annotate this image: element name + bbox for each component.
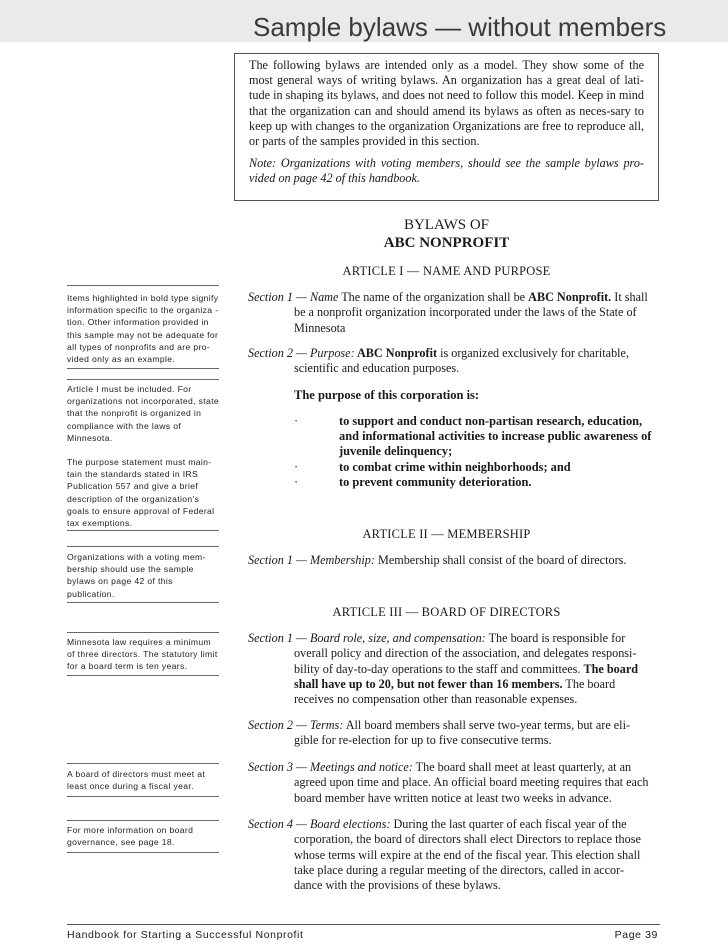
section-label: Section 1 — Membership: [248,553,375,567]
article-1-title: ARTICLE I — NAME AND PURPOSE [342,264,551,278]
list-item: · to combat crime within neighborhoods; and [294,459,571,474]
intro-note: Note: Organizations with voting members, should see the sample bylaws pro-vided on page 42 of this handbook. [249,156,644,186]
article-1-section-2: Section 2 — Purpose: ABC Nonprofit is organized exclusively for charitable, scientific and education purposes. [248,346,630,376]
section-label: Section 4 — Board elections: [248,817,391,831]
purpose-heading: The purpose of this corporation is: [294,388,480,402]
sidebar-note-minimum: Minnesota law requires a minimum of three directors. The statutory limit for a board term is ten years. [67,637,218,672]
sidebar-note-purpose: The purpose statement must main-tain the standards stated in IRS Publication 557 and give a brief description of the organization's goals to ensure approval of Federal tax exemptions. [67,457,215,529]
sidebar-rule [67,820,219,821]
sidebar-rule [67,632,219,633]
bullet: · [294,414,299,428]
sidebar-rule [67,852,219,853]
sidebar-rule [67,546,219,547]
sidebar-rule [67,379,219,380]
bylaws-heading: BYLAWS OF [403,217,490,233]
sidebar-note-meetings: A board of directors must meet at least once during a fiscal year. [67,769,206,792]
sidebar-note-governance: For more information on board governance, see page 18. [67,825,194,848]
article-3-section-4: Section 4 — Board elections: During the last quarter of each fiscal year of the corporation, the board of directors shall elect Directors to replace those whose terms will expire at the end of the fiscal year. This election shall take place during a regular meeting of the directors, called in accor-dance with the provisions of these bylaws. [248,817,641,893]
sidebar-note-voting: Organizations with a voting mem-bership should use the sample bylaws on page 42 of this publication. [67,552,206,599]
article-3-section-1: Section 1 — Board role, size, and compensation: The board is responsible for overall policy and direction of the association, and delegates responsi-bility of day-to-day operations to the staff and committees. The board shall have up to 20, but not fewer than 16 members. The board receives no compensation other than reasonable expenses. [248,631,639,707]
page-title: Sample bylaws — without members [253,12,667,42]
section-label: Section 1 — Name [248,290,339,304]
org-name-heading: ABC NONPROFIT [383,235,510,251]
sidebar-rule [67,368,219,369]
section-label: Section 1 — Board role, size, and compensation: [248,631,486,645]
sidebar-note-bold-type: Items highlighted in bold type signify information specific to the organiza -tion. Other information provided in this sample may not be adequate for all types of nonprofits and are pro-vided only as an example. [67,293,219,365]
sidebar-rule [67,602,219,603]
article-2-section-1: Section 1 — Membership: Membership shall consist of the board of directors. [248,553,627,567]
sidebar-rule [67,675,219,676]
sidebar-rule [67,763,219,764]
purpose-list [294,414,656,490]
intro-text: The following bylaws are intended only as a model. They show some of the most general ways of writing bylaws. An organization has a great deal of lati-tude in shaping its bylaws, and does not need to follow this model. Keep in mind that the organization can and should amend its bylaws as often as neces-sary to keep up with changes to the organization Organizations are free to reproduce all, or parts of the samples provided in this section. [249,58,644,149]
sidebar-rule [67,796,219,797]
article-1-section-1: Section 1 — Name The name of the organization shall be ABC Nonprofit. It shall be a nonprofit organization incorporated under the laws of the State of Minnesota [248,290,648,335]
section-label: Section 3 — Meetings and notice: [248,760,413,774]
article-3-section-2: Section 2 — Terms: All board members shall serve two-year terms, but are eli-gible for re-election for up to five consecutive terms. [248,718,631,748]
list-item: · to support and conduct non-partisan research, education, and informational activities to increase public awareness of juvenile delinquency; [294,414,652,459]
footer-rule [67,924,660,925]
bullet: · [294,474,299,489]
list-item: · to prevent community deterioration. [294,474,532,489]
article-3-title: ARTICLE III — BOARD OF DIRECTORS [332,605,561,619]
intro-box [234,53,659,201]
article-3-section-3: Section 3 — Meetings and notice: The board shall meet at least quarterly, at an agreed upon time and place. An official board meeting requires that each board member have written notice at least two weeks in advance. [248,760,649,805]
sidebar-rule [67,285,219,286]
bullet: · [294,459,299,474]
sidebar-note-article-1: Article I must be included. For organizations not incorporated, state that the nonprofit is organized in compliance with the laws of Minnesota. [67,384,219,443]
sidebar-rule [67,530,219,531]
footer-handbook-title: Handbook for Starting a Successful Nonprofit [67,929,304,941]
section-label: Section 2 — Terms: [248,718,344,732]
article-2-title: ARTICLE II — MEMBERSHIP [362,527,531,541]
section-label: Section 2 — Purpose: [248,346,355,360]
footer-page-number: Page 39 [614,929,658,941]
